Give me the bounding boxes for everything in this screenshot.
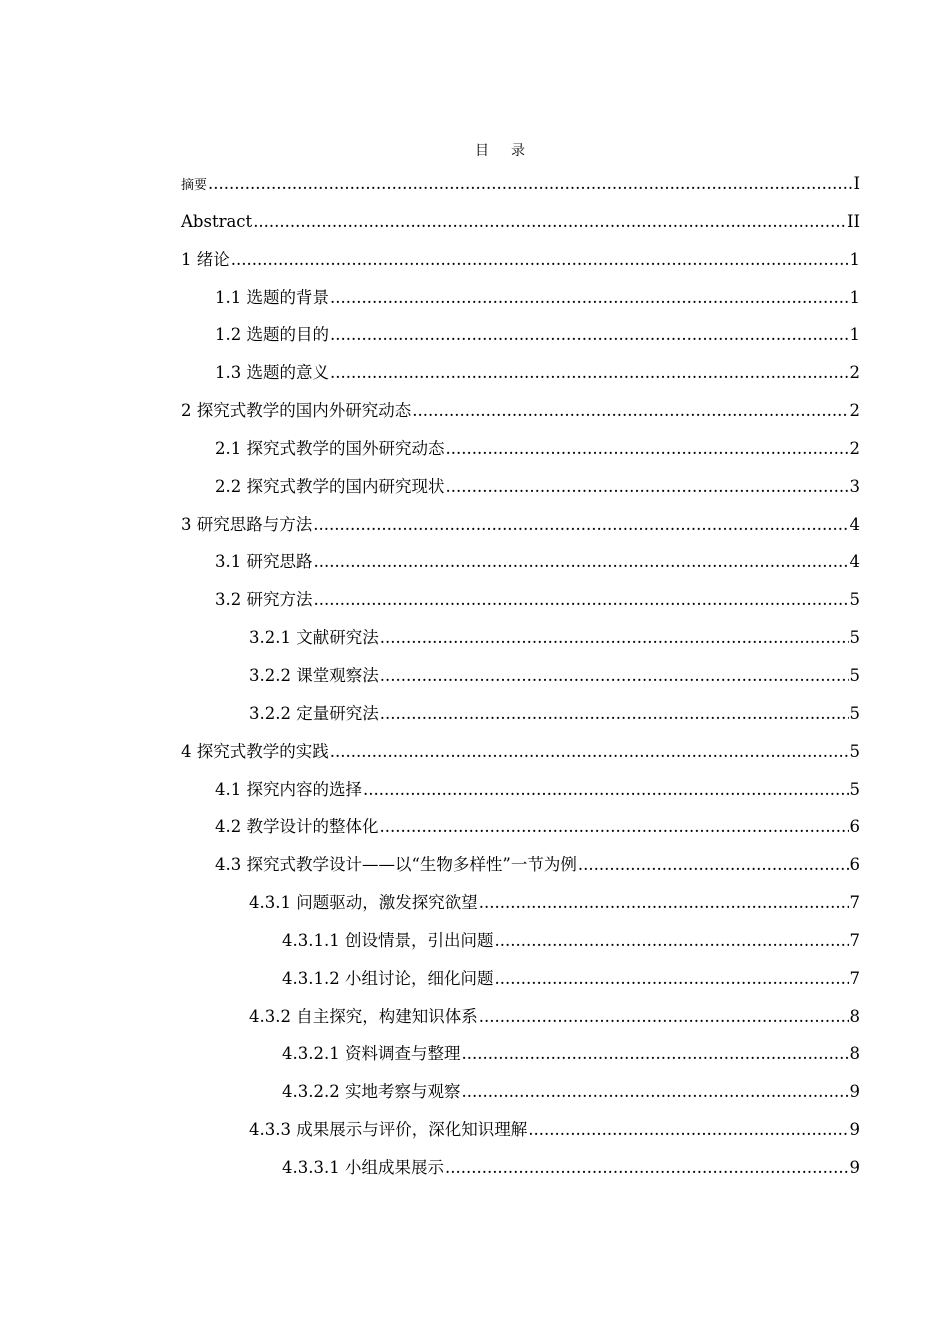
toc-entry-label: 摘要 (181, 178, 208, 193)
toc-entry-section-4-1[interactable] (181, 771, 860, 809)
toc-entry-page: 7 (849, 930, 860, 950)
toc-entry-section-3-1[interactable] (181, 543, 860, 581)
toc-entry-label: 1.3 选题的意义 (215, 363, 329, 383)
toc-entry-abstract-cn[interactable] (181, 165, 860, 203)
toc-entry-label: 3 研究思路与方法 (181, 514, 313, 534)
toc-entry-label: 2 探究式教学的国内外研究动态 (181, 401, 412, 421)
toc-entry-page: 6 (849, 817, 860, 837)
toc-entry-page: 2 (849, 401, 860, 421)
dot-leader (330, 354, 849, 392)
toc-entry-page: 5 (849, 779, 860, 799)
toc-entry-label: 4.3.2.2 实地考察与观察 (282, 1082, 461, 1102)
toc-entry-page: 5 (849, 665, 860, 685)
toc-entry-section-4-3-2[interactable] (181, 998, 860, 1036)
toc-entry-page: 2 (849, 363, 860, 383)
toc-entry-label: 3.2.2 课堂观察法 (249, 665, 379, 685)
toc-entry-page: 4 (849, 514, 860, 534)
toc-entry-page: 9 (849, 1157, 860, 1177)
toc-entry-section-3-2-2a[interactable] (181, 657, 860, 695)
toc-entry-label: 4.3.2.1 资料调查与整理 (282, 1044, 461, 1064)
toc-entry-chapter-2[interactable] (181, 392, 860, 430)
toc-entry-section-4-3-1-2[interactable] (181, 960, 860, 998)
dot-leader (479, 998, 849, 1036)
toc-entry-label: 1 绪论 (181, 249, 230, 269)
toc-entry-section-3-2-1[interactable] (181, 619, 860, 657)
toc-entry-label: 4.3.3 成果展示与评价，深化知识理解 (249, 1120, 528, 1140)
dot-leader (330, 733, 849, 771)
dot-leader (494, 960, 848, 998)
dot-leader (446, 468, 849, 506)
toc-entry-section-3-2-2b[interactable] (181, 695, 860, 733)
dot-leader (528, 1111, 848, 1149)
toc-entry-label: 3.2.1 文献研究法 (249, 628, 379, 648)
toc-entry-label: 1.1 选题的背景 (215, 287, 329, 307)
dot-leader (380, 657, 849, 695)
toc-entry-chapter-1[interactable] (181, 241, 860, 279)
toc-entry-label: 4.3 探究式教学设计——以“生物多样性”一节为例 (215, 855, 577, 875)
toc-list (181, 165, 860, 1187)
toc-entry-page: 1 (849, 249, 860, 269)
toc-entry-page: 2 (849, 438, 860, 458)
dot-leader (380, 619, 849, 657)
toc-entry-page: 1 (849, 325, 860, 345)
dot-leader (330, 279, 849, 317)
toc-entry-label: 4.3.1.2 小组讨论，细化问题 (282, 968, 494, 988)
toc-entry-label: 4 探究式教学的实践 (181, 741, 329, 761)
toc-entry-section-4-3-3[interactable] (181, 1111, 860, 1149)
toc-entry-section-4-3-3-1[interactable] (181, 1149, 860, 1187)
toc-entry-label: 4.3.3.1 小组成果展示 (282, 1157, 444, 1177)
toc-entry-label: Abstract (181, 211, 253, 231)
toc-entry-page: I (853, 174, 860, 193)
toc-entry-page: 7 (849, 893, 860, 913)
toc-entry-page: 5 (849, 590, 860, 610)
toc-entry-page: 6 (849, 855, 860, 875)
toc-entry-chapter-4[interactable] (181, 733, 860, 771)
toc-entry-abstract-en[interactable] (181, 203, 860, 241)
dot-leader (314, 543, 849, 581)
toc-entry-page: 8 (849, 1044, 860, 1064)
toc-entry-page: 9 (849, 1120, 860, 1140)
dot-leader (445, 1149, 849, 1187)
toc-entry-page: 1 (849, 287, 860, 307)
toc-entry-label: 4.3.1.1 创设情景，引出问题 (282, 930, 494, 950)
toc-entry-chapter-3[interactable] (181, 506, 860, 544)
toc-entry-label: 3.2 研究方法 (215, 590, 313, 610)
toc-entry-page: 4 (849, 552, 860, 572)
dot-leader (253, 203, 846, 241)
toc-entry-section-1-1[interactable] (181, 279, 860, 317)
dot-leader (412, 392, 848, 430)
dot-leader (578, 846, 849, 884)
toc-entry-page: II (846, 211, 860, 231)
dot-leader (314, 581, 849, 619)
toc-entry-section-2-1[interactable] (181, 430, 860, 468)
toc-entry-label: 2.2 探究式教学的国内研究现状 (215, 476, 445, 496)
dot-leader (446, 430, 849, 468)
toc-entry-section-2-2[interactable] (181, 468, 860, 506)
toc-entry-page: 9 (849, 1082, 860, 1102)
toc-entry-section-4-3-1-1[interactable] (181, 922, 860, 960)
dot-leader (208, 165, 852, 203)
toc-entry-section-3-2[interactable] (181, 581, 860, 619)
dot-leader (479, 884, 849, 922)
dot-leader (461, 1035, 848, 1073)
toc-entry-section-4-3-2-1[interactable] (181, 1035, 860, 1073)
dot-leader (380, 808, 849, 846)
dot-leader (330, 316, 849, 354)
toc-entry-label: 3.1 研究思路 (215, 552, 313, 572)
dot-leader (494, 922, 848, 960)
toc-entry-label: 4.3.1 问题驱动，激发探究欲望 (249, 893, 478, 913)
toc-entry-page: 7 (849, 968, 860, 988)
toc-entry-label: 4.1 探究内容的选择 (215, 779, 362, 799)
toc-entry-label: 1.2 选题的目的 (215, 325, 329, 345)
toc-entry-page: 8 (849, 1006, 860, 1026)
toc-entry-section-4-2[interactable] (181, 808, 860, 846)
toc-title: 目录 (475, 143, 547, 159)
toc-entry-section-4-3-2-2[interactable] (181, 1073, 860, 1111)
toc-entry-page: 5 (849, 741, 860, 761)
toc-entry-page: 5 (849, 703, 860, 723)
toc-entry-section-4-3-1[interactable] (181, 884, 860, 922)
toc-entry-label: 3.2.2 定量研究法 (249, 703, 379, 723)
dot-leader (363, 771, 849, 809)
dot-leader (231, 241, 849, 279)
dot-leader (461, 1073, 848, 1111)
toc-entry-page: 5 (849, 628, 860, 648)
dot-leader (380, 695, 849, 733)
toc-entry-section-4-3[interactable] (181, 846, 860, 884)
toc-entry-page: 3 (849, 476, 860, 496)
toc-entry-label: 2.1 探究式教学的国外研究动态 (215, 438, 445, 458)
toc-entry-label: 4.2 教学设计的整体化 (215, 817, 379, 837)
toc-entry-label: 4.3.2 自主探究，构建知识体系 (249, 1006, 478, 1026)
dot-leader (313, 506, 848, 544)
toc-entry-section-1-3[interactable] (181, 354, 860, 392)
toc-entry-section-1-2[interactable] (181, 316, 860, 354)
